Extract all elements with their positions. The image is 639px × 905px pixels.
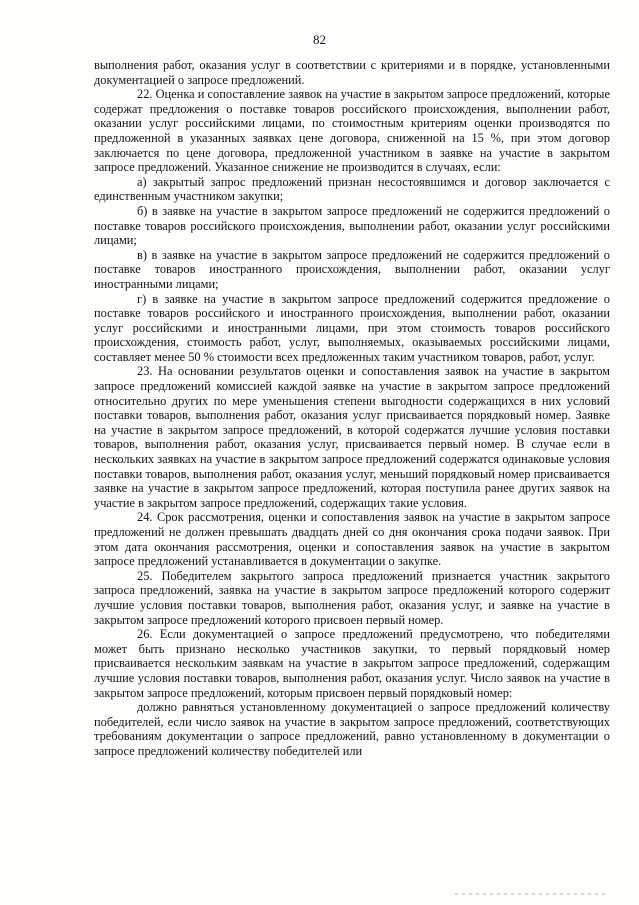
paragraph-22-g: г) в заявке на участие в закрытом запросе предложений содержится предложение о поставке товаров российского и иностранного происхождения, выполнении работ, оказании услуг российскими и иностранными лицами, при этом стоимость товаров российского происхождения, стоимость работ, услуг, выполняемых, оказываемых российскими лицами, составляет менее 50 % стоимости всех предложенных таким участником товаров, работ, услуг. bbox=[94, 291, 610, 364]
paragraph-22: 22. Оценка и сопоставление заявок на участие в закрытом запросе предложений, которые содержат предложения о поставке товаров российского происхождения, выполнении работ, оказании услуг российскими лицами, по стоимостным критериям оценки производятся по предложенной в указанных заявках цене договора, сниженной на 15 %, при этом договор заключается по цене договора, предложенной участником в заявке на участие в закрытом запросе предложений. Указанное снижение не производится в случаях, если: bbox=[94, 87, 610, 175]
document-body bbox=[94, 58, 610, 759]
paragraph-25: 25. Победителем закрытого запроса предложений признается участник закрытого запроса предложений, заявка на участие в закрытом запросе предложений которого содержит лучшие условия поставки товаров, выполнения работ, оказания услуг, и заявке на участие в закрытом запросе предложений которого присвоен первый номер. bbox=[94, 568, 610, 627]
paragraph-22-a: а) закрытый запрос предложений признан несостоявшимся и договор заключается с единственным участником закупки; bbox=[94, 174, 610, 204]
paragraph-23: 23. На основании результатов оценки и сопоставления заявок на участие в закрытом запросе предложений комиссией каждой заявке на участие в закрытом запросе предложений относительно других по мере уменьшения степени выгодности содержащихся в них условий поставки товаров, выполнения работ, оказания услуг присваивается порядковый номер. Заявке на участие в закрытом запросе предложений, в которой содержатся лучшие условия поставки товаров, выполнения работ, оказания услуг, присваивается первый номер. В случае если в нескольких заявках на участие в закрытом запросе предложений содержатся одинаковые условия поставки товаров, выполнения работ, оказания услуг, меньший порядковый номер присваивается заявке на участие в закрытом запросе предложений, которая поступила ранее других заявок на участие в закрытом запросе предложений, содержащих такие условия. bbox=[94, 364, 610, 510]
paragraph-26-list-item: должно равняться установленному документацией о запросе предложений количеству победителей, если число заявок на участие в закрытом запросе предложений, соответствующих требованиям документации о запросе предложений, равно установленному в документации о запросе предложений количеству победителей или bbox=[94, 700, 610, 758]
paragraph-26: 26. Если документацией о запросе предложений предусмотрено, что победителями может быть признано несколько участников закупки, то первый порядковый номер присваивается нескольким заявкам на участие в закрытом запросе предложений, содержащим лучшие условия поставки товаров, выполнения работ, оказания услуг. Число заявок на участие в закрытом запросе предложений, которым присвоен первый порядковый номер: bbox=[94, 627, 610, 700]
paragraph-continuation: выполнения работ, оказания услуг в соответствии с критериями и в порядке, установленными документацией о запросе предложений. bbox=[94, 58, 610, 87]
scan-artifact-line bbox=[455, 893, 605, 895]
page-number: 82 bbox=[313, 32, 326, 47]
paragraph-22-b: б) в заявке на участие в закрытом запросе предложений не содержится предложений о поставке товаров российского происхождения, выполнении работ, оказании услуг российскими лицами; bbox=[94, 203, 610, 248]
paragraph-24: 24. Срок рассмотрения, оценки и сопоставления заявок на участие в закрытом запросе предложений не должен превышать двадцать дней со дня окончания срока подачи заявок. При этом дата окончания рассмотрения, оценки и сопоставления заявок на участие в закрытом запросе предложений устанавливается в документации о закупке. bbox=[94, 510, 610, 569]
paragraph-22-v: в) в заявке на участие в закрытом запросе предложений не содержится предложений о поставке товаров иностранного происхождения, выполнении работ, оказании услуг иностранными лицами; bbox=[94, 247, 610, 291]
